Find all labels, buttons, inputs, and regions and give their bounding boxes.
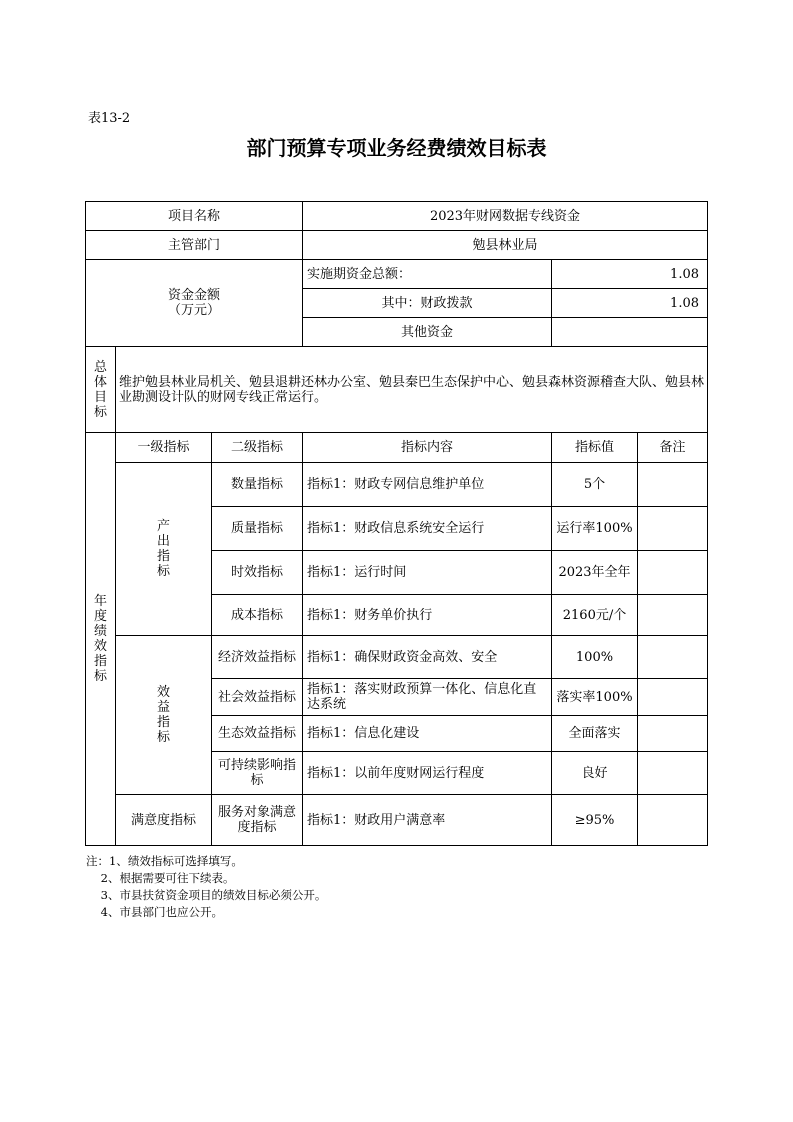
row-note — [638, 636, 708, 679]
row-note — [638, 551, 708, 595]
row-note — [638, 463, 708, 507]
fund-other-label: 其他资金 — [303, 318, 552, 347]
footnote-2: 2、根据需要可往下续表。 — [86, 871, 235, 885]
project-value: 2023年财网数据专线资金 — [303, 202, 708, 231]
row-note — [638, 716, 708, 752]
fund-label-line1: 资金金额 — [167, 288, 220, 303]
fund-other-value — [552, 318, 708, 347]
table-number: 表13-2 — [88, 111, 131, 126]
fund-label — [86, 260, 303, 347]
project-row — [86, 202, 708, 231]
row-level2: 时效指标 — [212, 551, 303, 595]
group-level1-satisfaction: 满意度指标 — [116, 795, 212, 846]
goal-row — [86, 347, 708, 433]
goal-label: 总 体 目 标 — [86, 347, 116, 433]
row-note — [638, 752, 708, 795]
group-level1-output: 产 出 指 标 — [116, 463, 212, 636]
footnote-1: 注：1、绩效指标可选择填写。 — [86, 854, 243, 868]
row-note — [638, 679, 708, 716]
row-level2: 社会效益指标 — [212, 679, 303, 716]
row-content: 指标1：确保财政资金高效、安全 — [303, 636, 552, 679]
table-row — [86, 463, 708, 507]
footnote-4: 4、市县部门也应公开。 — [86, 905, 223, 919]
dept-row — [86, 231, 708, 260]
project-label: 项目名称 — [86, 202, 303, 231]
goal-text: 维护勉县林业局机关、勉县退耕还林办公室、勉县秦巴生态保护中心、勉县森林资源稽查大队、勉县林业勘测设计队的财网专线正常运行。 — [116, 347, 708, 433]
row-level2: 数量指标 — [212, 463, 303, 507]
row-level2: 生态效益指标 — [212, 716, 303, 752]
performance-table — [85, 201, 708, 846]
row-value: 100% — [552, 636, 638, 679]
fund-total-label: 实施期资金总额： — [303, 260, 552, 289]
row-content: 指标1：信息化建设 — [303, 716, 552, 752]
row-note — [638, 795, 708, 846]
header-note: 备注 — [638, 433, 708, 463]
row-value: ≥95% — [552, 795, 638, 846]
row-note — [638, 507, 708, 551]
fund-total-row — [86, 260, 708, 289]
header-level1: 一级指标 — [116, 433, 212, 463]
row-note — [638, 595, 708, 636]
dept-label: 主管部门 — [86, 231, 303, 260]
row-content: 指标1：以前年度财网运行程度 — [303, 752, 552, 795]
page-title: 部门预算专项业务经费绩效目标表 — [246, 136, 547, 160]
fund-total-value: 1.08 — [552, 260, 708, 289]
row-value: 2160元/个 — [552, 595, 638, 636]
row-value: 2023年全年 — [552, 551, 638, 595]
fund-fiscal-value: 1.08 — [552, 289, 708, 318]
row-level2: 可持续影响指标 — [212, 752, 303, 795]
fund-label-line2: （万元） — [167, 303, 220, 318]
row-content: 指标1：财政用户满意率 — [303, 795, 552, 846]
header-value: 指标值 — [552, 433, 638, 463]
row-content: 指标1：运行时间 — [303, 551, 552, 595]
header-content: 指标内容 — [303, 433, 552, 463]
row-level2: 质量指标 — [212, 507, 303, 551]
row-content: 指标1：落实财政预算一体化、信息化直达系统 — [303, 679, 552, 716]
row-level2: 服务对象满意度指标 — [212, 795, 303, 846]
perf-section-label: 年 度 绩 效 指 标 — [86, 433, 116, 846]
perf-header-row — [86, 433, 708, 463]
row-content: 指标1：财政专网信息维护单位 — [303, 463, 552, 507]
table-row — [86, 795, 708, 846]
row-value: 全面落实 — [552, 716, 638, 752]
row-value: 良好 — [552, 752, 638, 795]
row-content: 指标1：财政信息系统安全运行 — [303, 507, 552, 551]
fund-fiscal-label: 其中：财政拨款 — [303, 289, 552, 318]
row-content: 指标1：财务单价执行 — [303, 595, 552, 636]
table-row — [86, 636, 708, 679]
row-value: 运行率100% — [552, 507, 638, 551]
header-level2: 二级指标 — [212, 433, 303, 463]
footnotes — [86, 853, 326, 921]
dept-value: 勉县林业局 — [303, 231, 708, 260]
row-value: 5个 — [552, 463, 638, 507]
row-level2: 经济效益指标 — [212, 636, 303, 679]
row-value: 落实率100% — [552, 679, 638, 716]
group-level1-benefit: 效 益 指 标 — [116, 636, 212, 795]
row-level2: 成本指标 — [212, 595, 303, 636]
footnote-3: 3、市县扶贫资金项目的绩效目标必须公开。 — [86, 888, 327, 902]
